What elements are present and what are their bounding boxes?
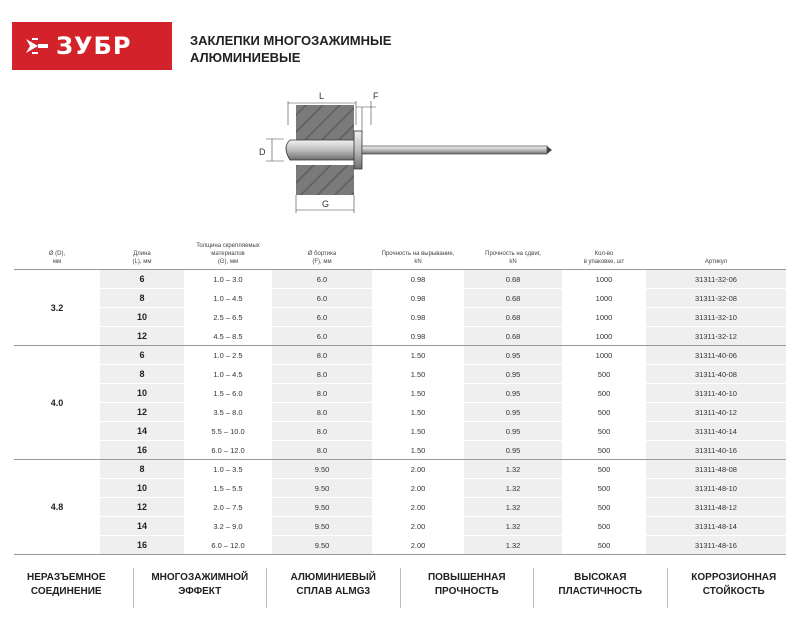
cell-length: 14 [100, 517, 184, 536]
cell-article: 31311-48-12 [646, 498, 786, 517]
cell-shear-strength: 0.68 [464, 270, 562, 289]
table-row [14, 270, 786, 289]
cell-length: 16 [100, 536, 184, 555]
cell-flange: 9.50 [272, 517, 372, 536]
cell-quantity: 500 [562, 460, 646, 479]
cell-pull-strength: 2.00 [372, 498, 464, 517]
cell-thickness: 1.0 – 3.0 [184, 270, 272, 289]
cell-flange: 8.0 [272, 422, 372, 441]
feature-item [400, 568, 534, 608]
cell-pull-strength: 1.50 [372, 346, 464, 365]
cell-quantity: 500 [562, 479, 646, 498]
cell-quantity: 500 [562, 441, 646, 460]
mandrel [362, 146, 547, 154]
table-row [14, 517, 786, 536]
cell-pull-strength: 1.50 [372, 365, 464, 384]
cell-thickness: 6.0 – 12.0 [184, 536, 272, 555]
rivet-flange [354, 131, 362, 169]
label-G: G [322, 199, 330, 209]
brand-name: ЗУБР [56, 32, 132, 60]
cell-shear-strength: 1.32 [464, 479, 562, 498]
feature-line-2: СОЕДИНЕНИЕ [30, 586, 102, 597]
cell-flange: 9.50 [272, 479, 372, 498]
plate-bottom [296, 165, 354, 195]
cell-pull-strength: 1.50 [372, 384, 464, 403]
table-row [14, 384, 786, 403]
cell-quantity: 500 [562, 384, 646, 403]
cell-article: 31311-40-16 [646, 441, 786, 460]
col-quantity: Кол-во в упаковке, шт [583, 251, 625, 265]
cell-article: 31311-40-08 [646, 365, 786, 384]
cell-thickness: 1.0 – 4.5 [184, 365, 272, 384]
table-row [14, 308, 786, 327]
table-row [14, 403, 786, 422]
cell-shear-strength: 0.95 [464, 403, 562, 422]
rivet-body [286, 140, 358, 160]
cell-pull-strength: 2.00 [372, 460, 464, 479]
cell-shear-strength: 1.32 [464, 498, 562, 517]
cell-pull-strength: 0.98 [372, 327, 464, 346]
feature-line-2: СТОЙКОСТЬ [702, 586, 765, 597]
cell-flange: 8.0 [272, 384, 372, 403]
cell-length: 12 [100, 327, 184, 346]
table-row [14, 346, 786, 365]
cell-quantity: 1000 [562, 308, 646, 327]
cell-quantity: 500 [562, 536, 646, 555]
cell-shear-strength: 0.95 [464, 384, 562, 403]
cell-shear-strength: 1.32 [464, 536, 562, 555]
label-L: L [319, 91, 325, 101]
cell-quantity: 500 [562, 365, 646, 384]
table-row [14, 422, 786, 441]
cell-shear-strength: 1.32 [464, 517, 562, 536]
feature-item [667, 568, 800, 608]
cell-length: 14 [100, 422, 184, 441]
feature-line-1: АЛЮМИНИЕВЫЙ [290, 572, 376, 583]
cell-article: 31311-40-12 [646, 403, 786, 422]
table-header-row [14, 242, 786, 270]
cell-thickness: 3.2 – 9.0 [184, 517, 272, 536]
cell-length: 8 [100, 365, 184, 384]
cell-pull-strength: 1.50 [372, 422, 464, 441]
features-strip [0, 568, 800, 608]
cell-flange: 6.0 [272, 327, 372, 346]
col-length: Длина (L), мм [132, 251, 152, 265]
cell-shear-strength: 0.95 [464, 365, 562, 384]
cell-length: 10 [100, 384, 184, 403]
cell-thickness: 1.5 – 6.0 [184, 384, 272, 403]
cell-flange: 6.0 [272, 308, 372, 327]
table-row [14, 289, 786, 308]
cell-quantity: 1000 [562, 346, 646, 365]
cell-article: 31311-32-06 [646, 270, 786, 289]
cell-flange: 9.50 [272, 498, 372, 517]
cell-thickness: 2.5 – 6.5 [184, 308, 272, 327]
cell-shear-strength: 0.95 [464, 422, 562, 441]
cell-pull-strength: 2.00 [372, 517, 464, 536]
cell-flange: 8.0 [272, 346, 372, 365]
cell-length: 8 [100, 289, 184, 308]
cell-diameter: 3.2 [14, 270, 100, 346]
cell-shear-strength: 0.95 [464, 346, 562, 365]
cell-pull-strength: 1.50 [372, 403, 464, 422]
cell-length: 12 [100, 403, 184, 422]
cell-article: 31311-40-10 [646, 384, 786, 403]
feature-line-2: ПРОЧНОСТЬ [434, 586, 499, 597]
cell-thickness: 1.5 – 5.5 [184, 479, 272, 498]
cell-pull-strength: 0.98 [372, 289, 464, 308]
cell-flange: 9.50 [272, 536, 372, 555]
cell-shear-strength: 0.68 [464, 308, 562, 327]
cell-thickness: 1.0 – 3.5 [184, 460, 272, 479]
table-row [14, 536, 786, 555]
cell-article: 31311-48-14 [646, 517, 786, 536]
table-row [14, 365, 786, 384]
cell-diameter: 4.8 [14, 460, 100, 555]
feature-item [533, 568, 667, 608]
cell-flange: 6.0 [272, 270, 372, 289]
col-article: Артикул [704, 259, 728, 265]
cell-shear-strength: 1.32 [464, 460, 562, 479]
cell-quantity: 500 [562, 517, 646, 536]
feature-line-2: ЭФФЕКТ [178, 586, 222, 597]
col-diameter: Ø (D), мм [48, 251, 66, 265]
cell-thickness: 1.0 – 4.5 [184, 289, 272, 308]
cell-length: 16 [100, 441, 184, 460]
brand-arrow-icon [24, 35, 50, 57]
col-pull-strength: Прочность на вырывание, kN [381, 251, 455, 265]
cell-shear-strength: 0.68 [464, 327, 562, 346]
cell-shear-strength: 0.68 [464, 289, 562, 308]
feature-line-2: ПЛАСТИЧНОСТЬ [558, 586, 643, 597]
cell-pull-strength: 0.98 [372, 270, 464, 289]
table-row [14, 441, 786, 460]
feature-line-1: НЕРАЗЪЕМНОЕ [26, 572, 106, 583]
cell-article: 31311-48-10 [646, 479, 786, 498]
cell-article: 31311-40-14 [646, 422, 786, 441]
cell-thickness: 1.0 – 2.5 [184, 346, 272, 365]
col-flange: Ø бортика (F), мм [307, 251, 337, 265]
feature-line-2: СПЛАВ ALMG3 [296, 586, 371, 597]
table-body [14, 270, 786, 555]
cell-thickness: 4.5 – 8.5 [184, 327, 272, 346]
feature-item [0, 568, 133, 608]
rivet-diagram [240, 85, 570, 220]
cell-length: 6 [100, 346, 184, 365]
table-row [14, 460, 786, 479]
cell-quantity: 500 [562, 498, 646, 517]
brand-logo [12, 22, 172, 70]
col-shear-strength: Прочность на сдвиг, kN [485, 251, 541, 265]
title-line-1: ЗАКЛЕПКИ МНОГОЗАЖИМНЫЕ [190, 33, 392, 48]
cell-quantity: 1000 [562, 327, 646, 346]
cell-pull-strength: 2.00 [372, 479, 464, 498]
feature-item [133, 568, 267, 608]
spec-table [14, 242, 786, 555]
cell-pull-strength: 2.00 [372, 536, 464, 555]
cell-quantity: 1000 [562, 270, 646, 289]
cell-thickness: 6.0 – 12.0 [184, 441, 272, 460]
cell-flange: 8.0 [272, 441, 372, 460]
label-F: F [373, 91, 379, 101]
feature-item [266, 568, 400, 608]
cell-length: 12 [100, 498, 184, 517]
cell-article: 31311-40-06 [646, 346, 786, 365]
cell-thickness: 2.0 – 7.5 [184, 498, 272, 517]
cell-article: 31311-48-08 [646, 460, 786, 479]
table-row [14, 498, 786, 517]
cell-quantity: 1000 [562, 289, 646, 308]
cell-article: 31311-48-16 [646, 536, 786, 555]
cell-length: 6 [100, 270, 184, 289]
cell-length: 8 [100, 460, 184, 479]
cell-length: 10 [100, 479, 184, 498]
cell-thickness: 5.5 – 10.0 [184, 422, 272, 441]
cell-article: 31311-32-08 [646, 289, 786, 308]
feature-line-1: КОРРОЗИОННАЯ [691, 572, 777, 583]
cell-article: 31311-32-10 [646, 308, 786, 327]
table-row [14, 479, 786, 498]
feature-line-1: МНОГОЗАЖИМНОЙ [151, 572, 249, 583]
cell-quantity: 500 [562, 403, 646, 422]
table-row [14, 327, 786, 346]
title-line-2: АЛЮМИНИЕВЫЕ [190, 50, 301, 65]
col-thickness: Толщина скрепляемых материалов (G), мм [196, 243, 260, 265]
cell-flange: 6.0 [272, 289, 372, 308]
cell-diameter: 4.0 [14, 346, 100, 460]
cell-flange: 8.0 [272, 365, 372, 384]
cell-thickness: 3.5 – 8.0 [184, 403, 272, 422]
feature-line-1: ВЫСОКАЯ [574, 572, 627, 583]
cell-shear-strength: 0.95 [464, 441, 562, 460]
label-D: D [259, 147, 266, 157]
cell-pull-strength: 0.98 [372, 308, 464, 327]
cell-quantity: 500 [562, 422, 646, 441]
cell-pull-strength: 1.50 [372, 441, 464, 460]
cell-flange: 8.0 [272, 403, 372, 422]
cell-article: 31311-32-12 [646, 327, 786, 346]
cell-length: 10 [100, 308, 184, 327]
feature-line-1: ПОВЫШЕННАЯ [427, 572, 506, 583]
page-title [190, 32, 391, 66]
cell-flange: 9.50 [272, 460, 372, 479]
